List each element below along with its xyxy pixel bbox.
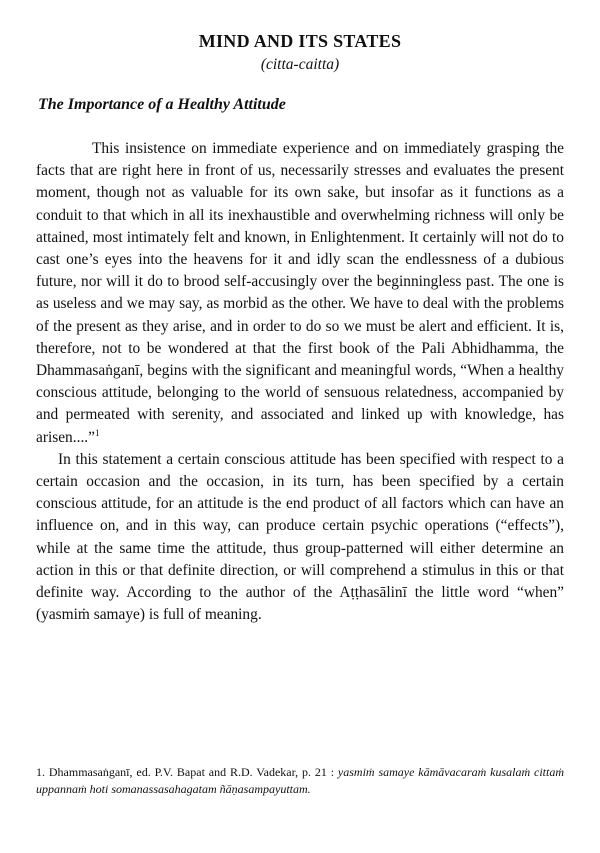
chapter-title: MIND AND ITS STATES (198, 31, 402, 51)
footnote-number: 1. (36, 765, 45, 779)
page (36, 24, 564, 626)
footnote-text: Dhammasaṅganī, ed. P.V. Bapat and R.D. Vadekar, p. 21 : (48, 765, 335, 779)
body-text (36, 138, 564, 626)
paragraph-1-text: This insistence on immediate experience and on immediately grasping the facts that are right here in front of us, necessarily stresses and evaluates the present moment, though not as valuable for its own sake, but insofar as it functions as a conduit to that which in all its inexhaustible and overwhelming richness will only be attained, most intimately felt and known, in Enlightenment. It certainly will not do to cast one’s eyes into the heavens for it and idly scan the endlessness of a dubious future, nor will it do to brood self-accusingly over the beginningless past. The one is as useless and we may say, as morbid as the other. We have to deal with the problems of the present as they arise, and in order to do so we must be alert and efficient. It is, therefore, not to be wondered at that the first book of the Pali Abhidhamma, the Dhammasaṅganī, begins with the significant and meaningful words, “When a healthy conscious attitude, belonging to the world of sensuous relatedness, accompanied by and permeated with serenity, and associated and linked up with knowledge, has arisen....” (36, 140, 564, 446)
paragraph-2: In this statement a certain conscious attitude has been specified with respect to a certain occasion and the occasion, in its turn, has been specified by a certain conscious attitude, for an attitude is the end product of all factors which can have an influence on, and in this way, can produce certain psychic operations (“effects”), while at the same time the attitude, thus group-patterned will either determine an action in this or that definite direction, or will comprehend a stimulus in this or that definite way. According to the author of the Aṭṭhasālinī the little word “when” (yasmiṁ samaye) is full of meaning. (36, 450, 564, 624)
paragraph-1 (36, 138, 564, 449)
chapter-subtitle: (citta-caitta) (260, 56, 340, 73)
footnote (36, 764, 564, 798)
footnote-reference: 1 (94, 427, 100, 438)
section-heading: The Importance of a Healthy Attitude (38, 96, 286, 113)
footnote-quote: yasmiṁ samaye kāmāvacaraṁ kusalaṁ cittaṁ uppannaṁ hoti somanassasahagatam ñāṇasampayuttam. (36, 765, 565, 796)
